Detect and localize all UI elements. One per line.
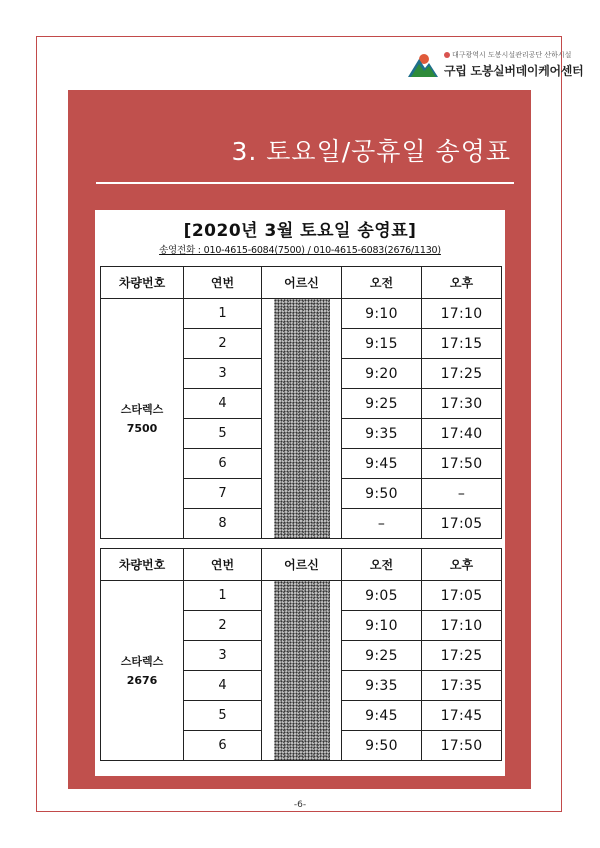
am-time: 9:05 — [342, 581, 422, 611]
am-time: 9:50 — [342, 731, 422, 761]
am-time: – — [342, 509, 422, 539]
row-number: 3 — [184, 641, 262, 671]
col-am: 오전 — [342, 267, 422, 299]
schedule-table-2676 — [100, 548, 502, 761]
am-time: 9:45 — [342, 449, 422, 479]
am-time: 9:35 — [342, 419, 422, 449]
row-number: 4 — [184, 389, 262, 419]
row-number: 5 — [184, 701, 262, 731]
pm-time: – — [422, 479, 502, 509]
pm-time: 17:15 — [422, 329, 502, 359]
schedule-title: [2020년 3월 토요일 송영표] — [183, 221, 417, 241]
table-row — [101, 581, 502, 611]
red-panel — [68, 90, 531, 789]
row-number: 8 — [184, 509, 262, 539]
redacted-names — [274, 581, 330, 760]
table-row — [101, 299, 502, 329]
row-number: 3 — [184, 359, 262, 389]
row-number: 7 — [184, 479, 262, 509]
table-header-row — [101, 549, 502, 581]
pm-time: 17:05 — [422, 581, 502, 611]
mountain-logo-icon — [408, 50, 438, 78]
col-number: 연번 — [184, 267, 262, 299]
am-time: 9:45 — [342, 701, 422, 731]
am-time: 9:25 — [342, 641, 422, 671]
row-number: 2 — [184, 611, 262, 641]
org-line-text: 대구광역시 도봉시설관리공단 산하시설 — [452, 51, 572, 59]
pm-time: 17:35 — [422, 671, 502, 701]
org-dot-icon — [444, 52, 450, 58]
col-senior: 어르신 — [262, 267, 342, 299]
col-number: 연번 — [184, 549, 262, 581]
vehicle-type: 스타렉스 — [120, 402, 164, 416]
am-time: 9:20 — [342, 359, 422, 389]
am-time: 9:25 — [342, 389, 422, 419]
center-logo — [408, 48, 584, 82]
vehicle-type: 스타렉스 — [120, 654, 164, 668]
vehicle-cell — [101, 299, 184, 539]
am-time: 9:15 — [342, 329, 422, 359]
pm-time: 17:45 — [422, 701, 502, 731]
row-number: 2 — [184, 329, 262, 359]
vehicle-cell — [101, 581, 184, 761]
pm-time: 17:25 — [422, 359, 502, 389]
row-number: 5 — [184, 419, 262, 449]
pm-time: 17:50 — [422, 731, 502, 761]
schedule-card — [95, 210, 505, 776]
col-pm: 오후 — [422, 267, 502, 299]
row-number: 6 — [184, 731, 262, 761]
senior-name-cell — [262, 581, 342, 761]
am-time: 9:50 — [342, 479, 422, 509]
row-number: 1 — [184, 299, 262, 329]
row-number: 4 — [184, 671, 262, 701]
row-number: 1 — [184, 581, 262, 611]
col-vehicle: 차량번호 — [101, 267, 184, 299]
schedule-phone: 송영전화 : 010-4615-6084(7500) / 010-4615-6083(2676/1130) — [159, 245, 441, 256]
am-time: 9:10 — [342, 611, 422, 641]
center-name: 구립 도봉실버데이케어센터 — [444, 64, 584, 78]
vehicle-number: 7500 — [126, 421, 158, 435]
pm-time: 17:30 — [422, 389, 502, 419]
senior-name-cell — [262, 299, 342, 539]
pm-time: 17:05 — [422, 509, 502, 539]
col-senior: 어르신 — [262, 549, 342, 581]
schedule-table-7500 — [100, 266, 502, 539]
col-pm: 오후 — [422, 549, 502, 581]
org-line — [444, 51, 571, 59]
vehicle-number: 2676 — [126, 673, 158, 687]
pm-time: 17:50 — [422, 449, 502, 479]
col-am: 오전 — [342, 549, 422, 581]
section-title: 3. 토요일/공휴일 송영표 — [231, 137, 511, 166]
page-number: -6- — [293, 800, 307, 810]
pm-time: 17:40 — [422, 419, 502, 449]
table-header-row — [101, 267, 502, 299]
row-number: 6 — [184, 449, 262, 479]
col-vehicle: 차량번호 — [101, 549, 184, 581]
title-divider — [96, 182, 514, 184]
am-time: 9:10 — [342, 299, 422, 329]
pm-time: 17:10 — [422, 611, 502, 641]
redacted-names — [274, 299, 330, 538]
pm-time: 17:10 — [422, 299, 502, 329]
pm-time: 17:25 — [422, 641, 502, 671]
am-time: 9:35 — [342, 671, 422, 701]
